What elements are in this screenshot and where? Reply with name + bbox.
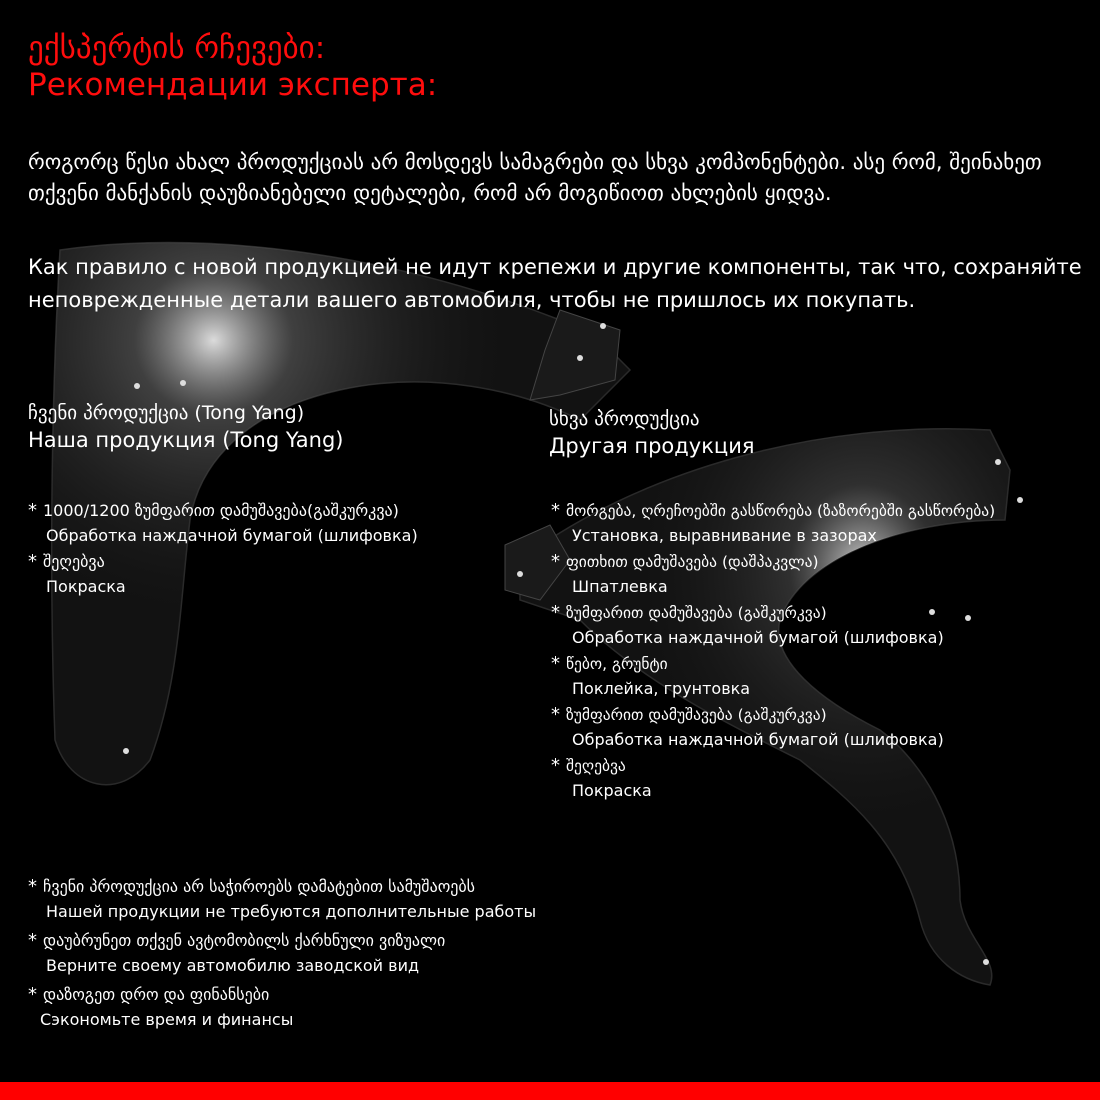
step-georgian: ზუმფარით დამუშავება (გაშკურკვა) <box>566 604 827 622</box>
benefit-georgian: დაუბრუნეთ თქვენ ავტომობილს ქარხნული ვიზუალი <box>43 931 446 950</box>
bullet-star: * <box>28 984 37 1005</box>
step-russian: Поклейка, грунтовка <box>572 679 751 698</box>
step-georgian: ზუმფარით დამუშავება (გაშკურკვა) <box>566 706 827 724</box>
other-product-heading <box>549 408 755 458</box>
bullet-star: * <box>551 602 560 623</box>
step-georgian: წებო, გრუნტი <box>566 655 668 673</box>
step-russian: Покраска <box>572 781 652 800</box>
bullet-star: * <box>28 930 37 951</box>
step-georgian: შეღებვა <box>43 552 105 571</box>
bottom-red-bar <box>0 1082 1100 1100</box>
step-russian: Обработка наждачной бумагой (шлифовка) <box>572 628 944 647</box>
step-georgian: მორგება, ღრეჩოებში გასწორება (ზაზორებში გასწორება) <box>566 502 996 520</box>
step-russian: Покраска <box>46 577 126 596</box>
list-item <box>28 500 418 545</box>
intro-georgian: როგორც წესი ახალ პროდუქციას არ მოსდევს სამაგრები და სხვა კომპონენტები. ასე რომ, შეინახეთ თქვენი მანქანის დაუზიანებელი დეტალები, რომ არ მოგიწიოთ ახლების ყიდვა. <box>28 150 1042 205</box>
benefits-summary <box>28 876 536 1038</box>
step-russian: Обработка наждачной бумагой (шлифовка) <box>46 526 418 545</box>
step-russian: Обработка наждачной бумагой (шлифовка) <box>572 730 944 749</box>
bullet-star: * <box>28 551 37 572</box>
bullet-star: * <box>28 876 37 897</box>
bullet-star: * <box>551 500 560 521</box>
intro-russian: Как правило с новой продукцией не идут крепежи и другие компоненты, так что, сохраняйте неповрежденные детали вашего автомобиля, чтобы не пришлось их покупать. <box>28 255 1082 312</box>
list-item <box>551 551 1100 596</box>
other-product-heading-georgian: სხვა პროდუქცია <box>549 408 700 430</box>
list-item <box>551 755 1100 800</box>
bullet-star: * <box>551 704 560 725</box>
benefit-georgian: დაზოგეთ დრო და ფინანსები <box>43 985 270 1004</box>
bullet-star: * <box>28 500 37 521</box>
title-russian: Рекомендации эксперта: <box>28 67 438 103</box>
list-item <box>28 551 418 596</box>
our-product-heading-georgian: ჩვენი პროდუქცია (Tong Yang) <box>28 402 305 424</box>
other-product-heading-russian: Другая продукция <box>549 434 755 458</box>
benefit-russian: Сэкономьте время и финансы <box>40 1010 294 1029</box>
step-georgian: ფითხით დამუშავება (დაშპაკვლა) <box>566 553 819 571</box>
benefit-georgian: ჩვენი პროდუქცია არ საჭიროებს დამატებით სამუშაოებს <box>43 877 476 896</box>
list-item <box>28 876 536 921</box>
benefit-russian: Нашей продукции не требуются дополнительные работы <box>46 902 537 921</box>
list-item <box>28 984 536 1029</box>
step-russian: Установка, выравнивание в зазорах <box>572 526 877 545</box>
our-product-heading <box>28 402 343 452</box>
bullet-star: * <box>551 653 560 674</box>
step-russian: Шпатлевка <box>572 577 668 596</box>
list-item <box>551 704 1100 749</box>
title-georgian: ექსპერტის რჩევები: <box>28 30 326 66</box>
our-product-steps <box>28 500 418 602</box>
list-item <box>551 500 1100 545</box>
bullet-star: * <box>551 551 560 572</box>
list-item <box>551 602 1100 647</box>
bullet-star: * <box>551 755 560 776</box>
our-product-heading-russian: Наша продукция (Tong Yang) <box>28 428 344 452</box>
benefit-russian: Верните своему автомобилю заводской вид <box>46 956 420 975</box>
list-item <box>28 930 536 975</box>
other-product-steps <box>551 500 1100 806</box>
step-georgian: 1000/1200 ზუმფარით დამუშავება(გაშკურკვა) <box>43 501 399 520</box>
step-georgian: შეღებვა <box>566 757 626 775</box>
list-item <box>551 653 1100 698</box>
